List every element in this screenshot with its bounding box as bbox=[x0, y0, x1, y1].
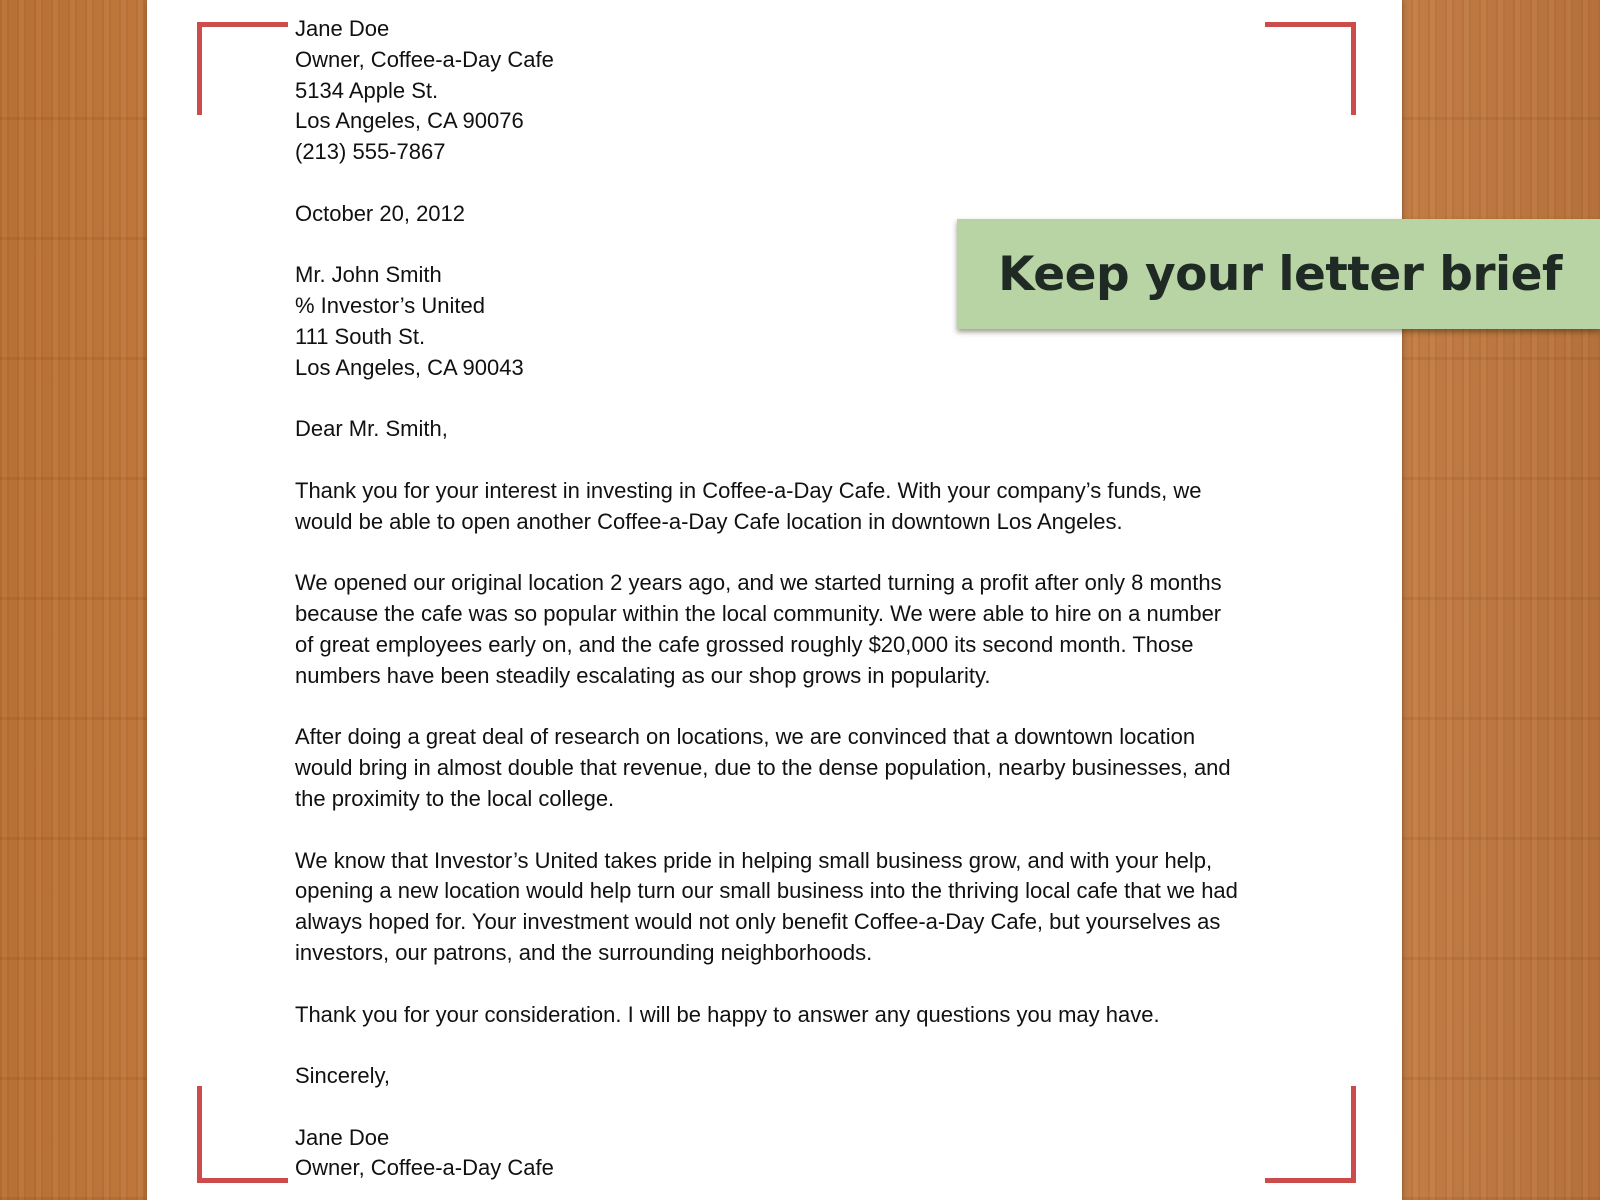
paragraph-1 bbox=[295, 476, 1305, 538]
sender-title: Owner, Coffee-a-Day Cafe bbox=[295, 46, 554, 72]
paragraph-line: We opened our original location 2 years ago, and we started turning a profit after only 8 months bbox=[295, 570, 1222, 596]
paragraph-line: After doing a great deal of research on locations, we are convinced that a downtown location bbox=[295, 724, 1196, 750]
letter-date: October 20, 2012 bbox=[295, 200, 466, 226]
salutation: Dear Mr. Smith, bbox=[295, 416, 448, 442]
signature-block bbox=[295, 1123, 1305, 1185]
closing: Sincerely, bbox=[295, 1063, 390, 1089]
paragraph-line: always hoped for. Your investment would not only benefit Coffee-a-Day Cafe, but yourselves as bbox=[295, 909, 1221, 935]
sender-name: Jane Doe bbox=[295, 16, 390, 41]
signature-name: Jane Doe bbox=[295, 1124, 390, 1150]
sender-phone: (213) 555-7867 bbox=[295, 139, 446, 165]
signature-title: Owner, Coffee-a-Day Cafe bbox=[295, 1155, 554, 1181]
paragraph-2 bbox=[295, 568, 1305, 691]
wood-background-right bbox=[1402, 0, 1600, 1200]
wood-background-left bbox=[0, 0, 147, 1200]
sender-city: Los Angeles, CA 90076 bbox=[295, 108, 524, 134]
tip-banner bbox=[957, 219, 1600, 329]
paragraph-5 bbox=[295, 1000, 1305, 1031]
paragraph-line: of great employees early on, and the cafe grossed roughly $20,000 its second month. Those bbox=[295, 631, 1194, 657]
recipient-city: Los Angeles, CA 90043 bbox=[295, 354, 524, 380]
paragraph-line: investors, our patrons, and the surrounding neighborhoods. bbox=[295, 939, 873, 965]
sender-block bbox=[295, 14, 1305, 168]
corner-bracket-top-left bbox=[197, 22, 288, 115]
paragraph-line: We know that Investor’s United takes pride in helping small business grow, and with your help, bbox=[295, 847, 1213, 873]
paragraph-line: would bring in almost double that revenue, due to the dense population, nearby businesses, and bbox=[295, 755, 1231, 781]
sender-street: 5134 Apple St. bbox=[295, 77, 439, 103]
recipient-company: % Investor’s United bbox=[295, 293, 485, 319]
paragraph-line: because the cafe was so popular within the local community. We were able to hire on a number bbox=[295, 601, 1222, 627]
paragraph-3 bbox=[295, 722, 1305, 814]
paragraph-line: opening a new location would help turn our small business into the thriving local cafe that we had bbox=[295, 878, 1238, 904]
paragraph-line: numbers have been steadily escalating as our shop grows in popularity. bbox=[295, 662, 991, 688]
tip-banner-text: Keep your letter brief bbox=[998, 246, 1562, 302]
paragraph-4 bbox=[295, 846, 1305, 969]
corner-bracket-bottom-left bbox=[197, 1086, 288, 1183]
paragraph-line: would be able to open another Coffee-a-Day Cafe location in downtown Los Angeles. bbox=[295, 508, 1123, 534]
letter-body bbox=[295, 14, 1305, 1184]
recipient-street: 111 South St. bbox=[295, 323, 426, 349]
recipient-name: Mr. John Smith bbox=[295, 262, 442, 288]
paragraph-line: Thank you for your consideration. I will be happy to answer any questions you may have. bbox=[295, 1001, 1160, 1027]
paragraph-line: Thank you for your interest in investing in Coffee-a-Day Cafe. With your company’s funds, we bbox=[295, 477, 1202, 503]
paragraph-line: the proximity to the local college. bbox=[295, 785, 615, 811]
